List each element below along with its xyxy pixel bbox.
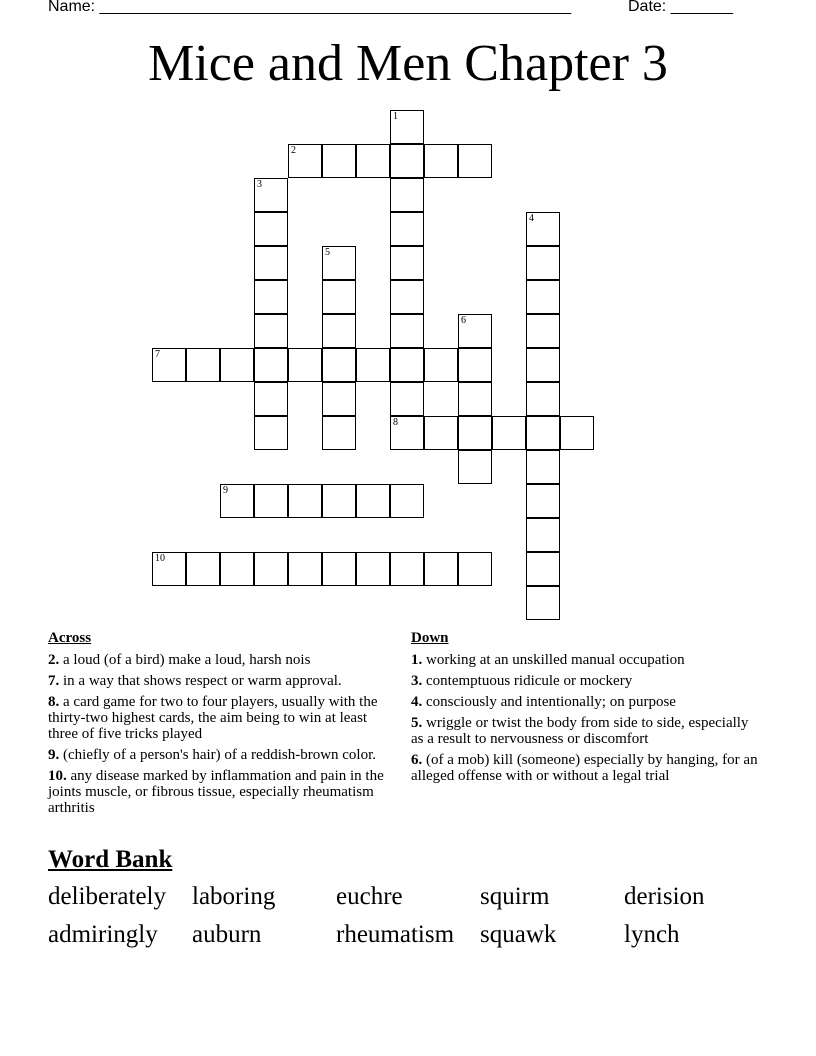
clue-text: contemptuous ridicule or mockery: [422, 673, 633, 689]
name-line[interactable]: Name: _____________________________________________________: [48, 0, 572, 15]
crossword-cell[interactable]: [288, 552, 322, 586]
clue-text: wriggle or twist the body from side to side, especially as a result to nervousness or discomfort: [411, 715, 749, 747]
crossword-cell[interactable]: [322, 552, 356, 586]
crossword-cell[interactable]: [186, 552, 220, 586]
crossword-cell[interactable]: [254, 382, 288, 416]
clue-down-1: [411, 652, 761, 668]
crossword-cell[interactable]: [458, 552, 492, 586]
crossword-cell[interactable]: [458, 450, 492, 484]
crossword-cell[interactable]: [390, 382, 424, 416]
crossword-cell[interactable]: [186, 348, 220, 382]
crossword-cell[interactable]: [390, 348, 424, 382]
crossword-cell[interactable]: [526, 518, 560, 552]
crossword-cell[interactable]: [458, 314, 492, 348]
crossword-cell[interactable]: [526, 314, 560, 348]
clue-down-4: [411, 694, 761, 710]
crossword-cell[interactable]: [288, 484, 322, 518]
crossword-cell[interactable]: [356, 348, 390, 382]
cell-number: 3: [257, 179, 262, 190]
clue-across-7: [48, 673, 393, 689]
crossword-cell[interactable]: [254, 314, 288, 348]
crossword-cell[interactable]: [390, 416, 424, 450]
crossword-cell[interactable]: [152, 552, 186, 586]
word-bank-item: lynch: [624, 921, 680, 948]
date-line[interactable]: Date: _______: [628, 0, 733, 15]
crossword-cell[interactable]: [526, 212, 560, 246]
crossword-cell[interactable]: [458, 382, 492, 416]
crossword-cell[interactable]: [390, 314, 424, 348]
crossword-cell[interactable]: [322, 144, 356, 178]
crossword-cell[interactable]: [424, 144, 458, 178]
cell-number: 8: [393, 417, 398, 428]
crossword-cell[interactable]: [254, 178, 288, 212]
crossword-cell[interactable]: [526, 450, 560, 484]
word-bank-item: laboring: [192, 883, 276, 910]
clue-text: working at an unskilled manual occupation: [422, 652, 685, 668]
crossword-cell[interactable]: [322, 280, 356, 314]
crossword-cell[interactable]: [254, 348, 288, 382]
crossword-cell[interactable]: [254, 212, 288, 246]
cell-number: 1: [393, 111, 398, 122]
clue-across-9: [48, 747, 393, 763]
crossword-cell[interactable]: [288, 144, 322, 178]
clue-number: 1.: [411, 652, 423, 668]
crossword-cell[interactable]: [356, 484, 390, 518]
cell-number: 9: [223, 485, 228, 496]
word-bank-item: admiringly: [48, 921, 158, 948]
clue-text: (chiefly of a person's hair) of a reddish-brown color.: [59, 747, 377, 763]
clue-down-3: [411, 673, 761, 689]
page-title: Mice and Men Chapter 3: [148, 35, 668, 92]
crossword-cell[interactable]: [322, 416, 356, 450]
word-bank-item: squirm: [480, 883, 550, 910]
clue-text: a loud (of a bird) make a loud, harsh nois: [59, 652, 311, 668]
crossword-cell[interactable]: [424, 552, 458, 586]
word-bank-item: rheumatism: [336, 921, 455, 948]
word-bank-item: auburn: [192, 921, 262, 948]
clue-number: 10.: [48, 768, 67, 784]
crossword-cell[interactable]: [390, 246, 424, 280]
clue-text: in a way that shows respect or warm approval.: [59, 673, 342, 689]
crossword-cell[interactable]: [288, 348, 322, 382]
crossword-cell[interactable]: [526, 382, 560, 416]
crossword-cell[interactable]: [526, 484, 560, 518]
crossword-cell[interactable]: [390, 110, 424, 144]
crossword-cell[interactable]: [356, 144, 390, 178]
crossword-cell[interactable]: [526, 416, 560, 450]
clue-text: any disease marked by inflammation and pain in the joints muscle, or fibrous tissue, especially rheumatism arthritis: [48, 768, 384, 816]
clue-down-5: [411, 715, 761, 747]
crossword-cell[interactable]: [458, 416, 492, 450]
cell-number: 10: [155, 553, 165, 564]
crossword-cell[interactable]: [322, 484, 356, 518]
word-bank-item: derision: [624, 883, 705, 910]
crossword-cell[interactable]: [526, 246, 560, 280]
clue-number: 3.: [411, 673, 423, 689]
cell-number: 6: [461, 315, 466, 326]
crossword-cell[interactable]: [322, 314, 356, 348]
clue-down-6: [411, 752, 761, 784]
crossword-cell[interactable]: [254, 280, 288, 314]
down-clues: [411, 630, 761, 789]
word-bank-title: Word Bank: [48, 846, 173, 873]
crossword-cell[interactable]: [560, 416, 594, 450]
crossword-cell[interactable]: [424, 416, 458, 450]
clue-number: 8.: [48, 694, 60, 710]
crossword-cell[interactable]: [526, 280, 560, 314]
clue-across-10: [48, 768, 393, 816]
clue-text: a card game for two to four players, usually with the thirty-two highest cards, the aim being to win at least three of five tricks played: [48, 694, 378, 742]
cell-number: 2: [291, 145, 296, 156]
clue-across-2: [48, 652, 393, 668]
crossword-cell[interactable]: [322, 382, 356, 416]
crossword-cell[interactable]: [220, 348, 254, 382]
crossword-cell[interactable]: [254, 416, 288, 450]
crossword-cell[interactable]: [424, 348, 458, 382]
word-bank-item: deliberately: [48, 883, 166, 910]
crossword-cell[interactable]: [458, 144, 492, 178]
crossword-cell[interactable]: [152, 348, 186, 382]
crossword-cell[interactable]: [356, 552, 390, 586]
crossword-cell[interactable]: [322, 348, 356, 382]
clue-number: 5.: [411, 715, 423, 731]
down-heading: Down: [411, 630, 449, 646]
clue-number: 6.: [411, 752, 423, 768]
word-bank-item: euchre: [336, 883, 403, 910]
cell-number: 4: [529, 213, 534, 224]
crossword-cell[interactable]: [254, 246, 288, 280]
across-heading: Across: [48, 630, 92, 646]
crossword-cell[interactable]: [220, 484, 254, 518]
crossword-cell[interactable]: [526, 552, 560, 586]
crossword-cell[interactable]: [526, 586, 560, 620]
clue-number: 4.: [411, 694, 423, 710]
crossword-cell[interactable]: [390, 144, 424, 178]
crossword-cell[interactable]: [390, 212, 424, 246]
crossword-cell[interactable]: [458, 348, 492, 382]
word-bank-item: squawk: [480, 921, 557, 948]
crossword-cell[interactable]: [492, 416, 526, 450]
crossword-cell[interactable]: [322, 246, 356, 280]
clue-text: (of a mob) kill (someone) especially by hanging, for an alleged offense with or without a legal trial: [411, 752, 758, 784]
crossword-cell[interactable]: [254, 552, 288, 586]
clue-number: 9.: [48, 747, 60, 763]
crossword-cell[interactable]: [390, 280, 424, 314]
crossword-cell[interactable]: [526, 348, 560, 382]
cell-number: 5: [325, 247, 330, 258]
crossword-cell[interactable]: [390, 178, 424, 212]
crossword-cell[interactable]: [220, 552, 254, 586]
crossword-cell[interactable]: [254, 484, 288, 518]
cell-number: 7: [155, 349, 160, 360]
crossword-cell[interactable]: [390, 552, 424, 586]
clue-text: consciously and intentionally; on purpose: [422, 694, 676, 710]
clue-number: 7.: [48, 673, 60, 689]
across-clues: [48, 630, 393, 821]
clue-across-8: [48, 694, 393, 742]
crossword-cell[interactable]: [390, 484, 424, 518]
clue-number: 2.: [48, 652, 60, 668]
